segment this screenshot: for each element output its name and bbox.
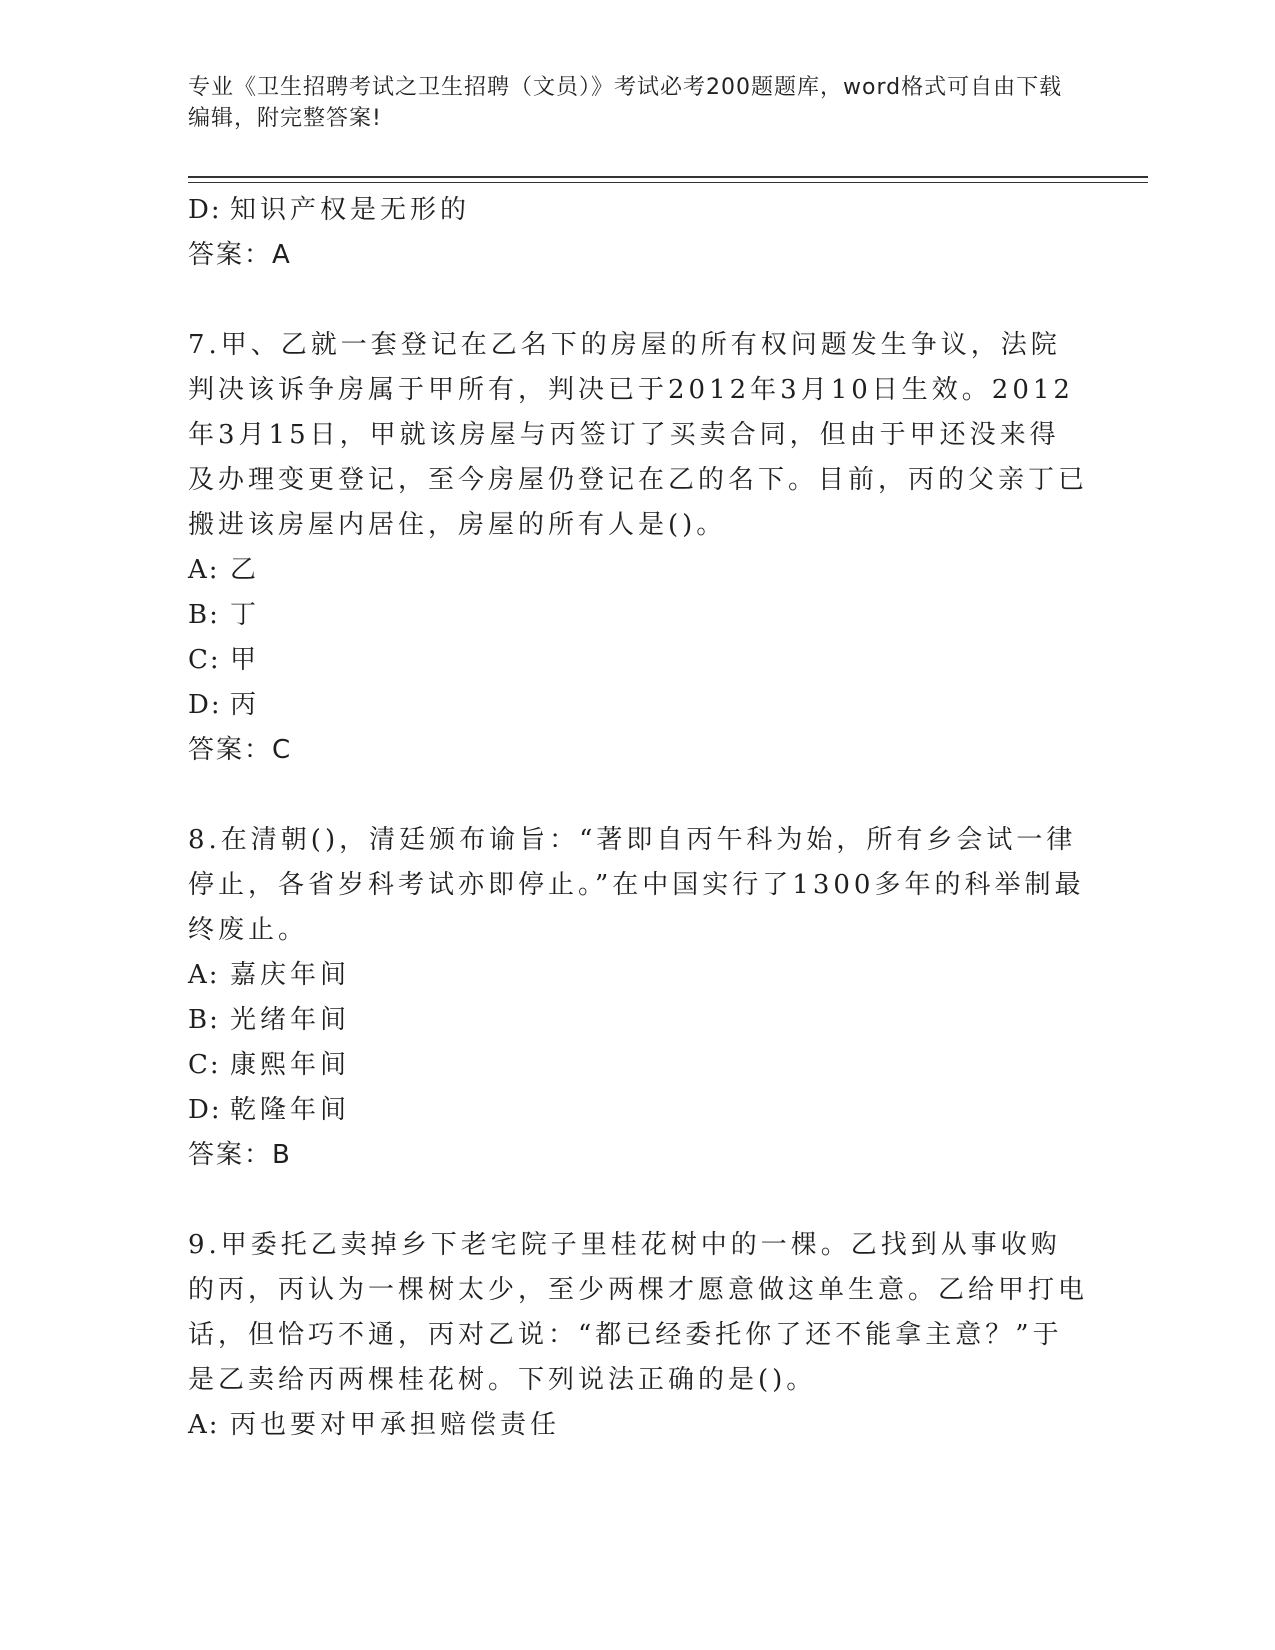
option-key: C:	[188, 1050, 221, 1080]
question-9-stem: 9.甲委托乙卖掉乡下老宅院子里桂花树中的一棵。乙找到从事收购的丙，丙认为一棵树太少，至少两棵才愿意做这单生意。乙给甲打电话，但恰巧不通，丙对乙说：“都已经委托你了还不能拿主意？”于是乙卖给丙两棵桂花树。下列说法正确的是()。	[188, 1230, 1089, 1395]
option-text: 光绪年间	[230, 1005, 351, 1035]
option-text: 嘉庆年间	[230, 960, 351, 990]
question-8-option-c	[188, 1043, 1088, 1088]
option-key: D:	[188, 690, 222, 720]
option-text: 甲	[230, 645, 261, 675]
option-key: A:	[188, 555, 220, 585]
header-divider-thick	[188, 176, 1148, 178]
option-text: 乾隆年间	[230, 1095, 351, 1125]
question-8-stem: 8.在清朝()，清廷颁布谕旨：“著即自丙午科为始，所有乡会试一律停止，各省岁科考试亦即停止。”在中国实行了1300多年的科举制最终废止。	[188, 825, 1085, 945]
question-7-option-b	[188, 593, 1088, 638]
question-8-option-d	[188, 1088, 1088, 1133]
option-key: D:	[188, 195, 222, 225]
document-body	[188, 188, 1088, 1448]
question-8-option-a	[188, 953, 1088, 998]
option-key: A:	[188, 960, 220, 990]
prev-option-d	[188, 188, 1088, 233]
option-key: A:	[188, 1410, 220, 1440]
question-7-option-d	[188, 683, 1088, 728]
option-text: 知识产权是无形的	[230, 195, 471, 225]
option-key: B:	[188, 1005, 220, 1035]
option-key: C:	[188, 645, 221, 675]
option-text: 康熙年间	[230, 1050, 351, 1080]
question-8-option-b	[188, 998, 1088, 1043]
question-7-answer: 答案：C	[188, 735, 293, 765]
option-text: 丁	[230, 600, 261, 630]
option-key: D:	[188, 1095, 222, 1125]
option-text: 丙	[230, 690, 261, 720]
question-9-option-a	[188, 1403, 1088, 1448]
option-text: 丙也要对甲承担赔偿责任	[230, 1410, 561, 1440]
question-7-option-a	[188, 548, 1088, 593]
question-7-stem: 7.甲、乙就一套登记在乙名下的房屋的所有权问题发生争议，法院判决该诉争房属于甲所有，判决已于2012年3月10日生效。2012年3月15日，甲就该房屋与丙签订了买卖合同，但由于甲还没来得及办理变更登记，至今房屋仍登记在乙的名下。目前，丙的父亲丁已搬进该房屋内居住，房屋的所有人是()。	[188, 330, 1089, 540]
question-7-option-c	[188, 638, 1088, 683]
option-key: B:	[188, 600, 220, 630]
question-8-answer: 答案：B	[188, 1140, 292, 1170]
document-header: 专业《卫生招聘考试之卫生招聘（文员）》考试必考200题题库，word格式可自由下载编辑，附完整答案!	[188, 75, 1063, 131]
header-divider-thin	[188, 182, 1148, 183]
prev-answer: 答案：A	[188, 240, 292, 270]
option-text: 乙	[230, 555, 261, 585]
